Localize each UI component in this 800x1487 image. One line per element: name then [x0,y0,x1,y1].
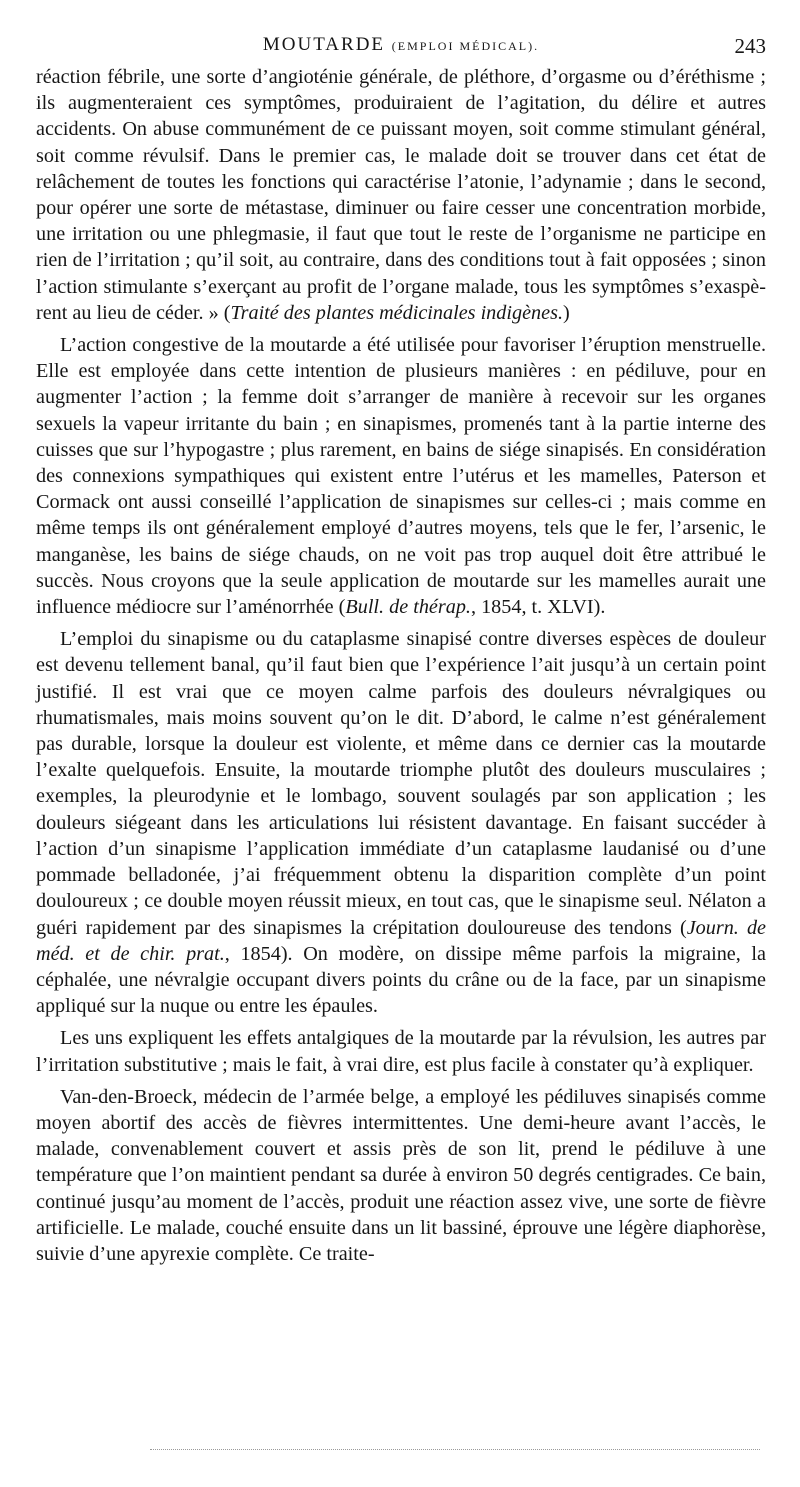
paragraph [36,332,766,620]
paragraph-text: Les uns expliquent les effets antalgiques de la moutarde par la révulsion, les autres par l’irritation substitutive ; mais le fait, à vrai dire, est plus facile à constater qu’à expliquer. [36,1027,766,1076]
paragraph-text: Van-den-Broeck, médecin de l’armée belge, a employé les pédiluves sinapisés comme moyen abortif des accès de fièvres intermittentes. Une demi-heure avant l’accès, le malade, convenablement couvert et assis près de son lit, prend le pédiluve à une température que l’on maintient pendant sa durée à environ 50 degrés centigrades. Ce bain, continué jusqu’au moment de l’accès, produit une réaction assez vive, une sorte de fièvre artificielle. Le malade, couché ensuite dans un lit bassiné, éprouve une légère diaphorèse, suivie d’une apyrexie complète. Ce traite- [36,1085,766,1265]
paragraph [36,1084,766,1267]
page-header [36,34,766,58]
running-head-subtitle: (EMPLOI MÉDICAL). [391,39,540,53]
running-head-title: MOUTARDE [262,34,386,55]
paragraph-text: réaction fébrile, une sorte d’angioténie générale, de pléthore, d’orgasme ou d’éréthisme ; ils augmenteraient ces symptômes, produiraient de l’agitation, du délire et autres accidents. On abuse communément de ce puissant moyen, soit comme stimulant général, soit comme révulsif. Dans le premier cas, le malade doit se trouver dans cet état de relâchement de toutes les fonctions qui caractérise l’atonie, l’adynamie ; dans le second, pour opérer une sorte de métastase, diminuer ou faire cesser une concentration morbide, une irritation ou une phlegmasie, il faut que tout le reste de l’organisme ne participe en rien de l’irritation ; qu’il soit, au contraire, dans des conditions tout à fait opposées ; sinon l’action stimulante s’exerçant au profit de l’organe malade, tous les symptômes s’exaspèrent au lieu de céder. » ( [36,66,766,324]
italic-citation: Bull. de thérap. [345,596,471,619]
paragraph-text: , 1854). On modère, on dissipe même parfois la migraine, la céphalée, une névralgie occupant divers points du crâne ou de la face, par un sinapisme appliqué sur la nuque ou entre les épaules. [36,942,766,1018]
footer-dotted-rule [150,1449,760,1450]
paragraph [36,626,766,1019]
paragraph-text: ) [563,301,570,324]
italic-citation: Traité des plantes médicinales indigènes. [230,301,563,324]
page-number: 243 [734,34,766,58]
paragraph-text: , 1854, t. XLVI). [470,596,606,619]
paragraph [36,64,766,326]
paragraph-text: L’emploi du sinapisme ou du cataplasme sinapisé contre diverses espèces de douleur est devenu tellement banal, qu’il faut bien que l’expérience l’ait jusqu’à un certain point justifié. Il est vrai que ce moyen calme parfois des douleurs névralgiques ou rhumatismales, mais moins souvent qu’on le dit. D’abord, le calme n’est généralement pas durable, lorsque la douleur est violente, et même dans ce dernier cas la moutarde l’exalte quelquefois. Ensuite, la moutarde triomphe plutôt des douleurs musculaires ; exemples, la pleurodynie et le lombago, souvent soulagés par son application ; les douleurs siégeant dans les articulations lui résistent davantage. En faisant succéder à l’action d’un sinapisme l’application immédiate d’un cataplasme laudanisé ou d’une pommade belladonée, j’ai fréquemment obtenu la disparition complète d’un point douloureux ; ce double moyen réussit mieux, en tout cas, que le sinapisme seul. Nélaton a guéri rapidement par des sinapismes la crépitation douloureuse des tendons ( [36,628,766,939]
body-text [36,64,766,1273]
paragraph [36,1025,766,1077]
italic-citation: Journ. de méd. et de chir. prat. [36,916,766,965]
paragraph-text: L’action congestive de la moutarde a été utilisée pour favoriser l’éruption menstruelle. Elle est employée dans cette intention de plusieurs manières : en pédiluve, pour en augmenter l’action ; la femme doit s’arranger de manière à recevoir sur les organes sexuels la vapeur irritante du bain ; en sinapismes, promenés tant à la partie interne des cuisses que sur l’hypogastre ; plus rarement, en bains de siége sinapisés. En considération des connexions sympathiques qui existent entre l’utérus et les mamelles, Paterson et Cormack ont aussi conseillé l’application de sinapismes sur celles-ci ; mais comme en même temps ils ont généralement employé d’autres moyens, tels que le fer, l’arsenic, le manganèse, les bains de siége chauds, on ne voit pas trop auquel doit être attribué le succès. Nous croyons que la seule application de moutarde sur les mamelles aurait une influence médiocre sur l’aménorrhée ( [36,334,766,619]
running-head [36,34,766,56]
